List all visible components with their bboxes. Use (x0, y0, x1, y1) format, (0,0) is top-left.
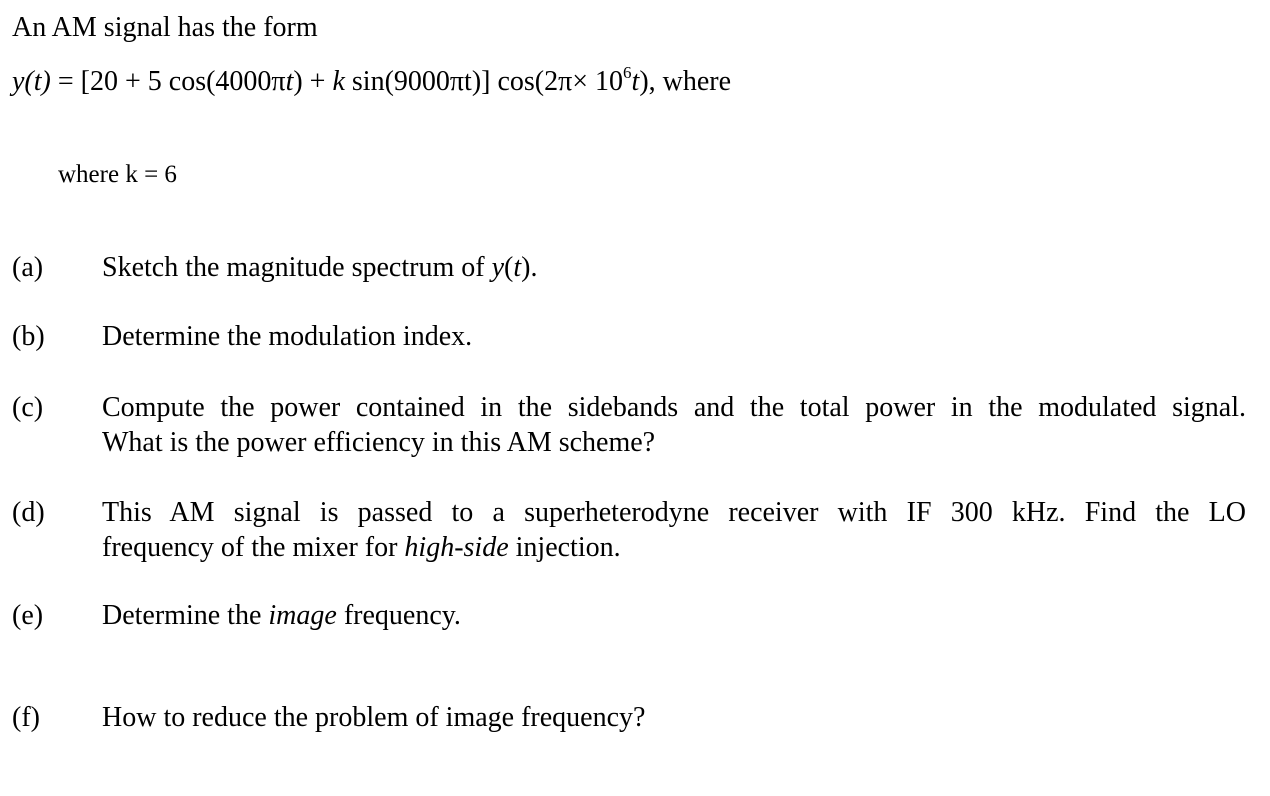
equation-t1: t (285, 66, 294, 97)
equation-lhs: y(t) (12, 66, 51, 97)
intro-text: An AM signal has the form (12, 12, 318, 43)
question-text-line-2: What is the power efficiency in this AM scheme? (102, 427, 656, 458)
question-text: How to reduce the problem of image frequency? (102, 702, 646, 733)
question-text-italic: y (491, 252, 505, 283)
question-text-line-1: Compute the power contained in the sidebands and the total power in the modulated signal. (102, 392, 1246, 423)
question-label: (d) (12, 497, 45, 528)
question-label: (b) (12, 321, 45, 352)
question-text-post: ). (521, 252, 538, 283)
question-label: (c) (12, 392, 44, 423)
equation-part-1: = [20 + 5 cos(4000π (50, 66, 286, 97)
k-value-line: where k = 6 (58, 161, 177, 188)
equation-part-3: sin(9000πt)] cos(2π× 10 (344, 66, 624, 97)
question-text: Determine the modulation index. (102, 321, 473, 352)
question-text (102, 390, 1246, 460)
equation-tail: ), where (639, 66, 732, 97)
equation-t2: t (631, 66, 640, 97)
question-label: (f) (12, 702, 40, 733)
question-text-pre: Sketch the magnitude spectrum of (102, 252, 492, 283)
question-text-italic: image (268, 600, 337, 631)
question-label: (a) (12, 252, 44, 283)
question-text-paren: ( (504, 252, 514, 283)
question-text-line-2-pre: frequency of the mixer for (102, 532, 405, 563)
am-signal-equation (12, 64, 731, 100)
question-text-pre: Determine the (102, 600, 269, 631)
question-text-line-1: This AM signal is passed to a superheterodyne receiver with IF 300 kHz. Find the LO (102, 497, 1246, 528)
question-text (102, 495, 1246, 565)
equation-exponent: 6 (623, 63, 632, 82)
question-text-line-2-italic: high-side (404, 532, 509, 563)
question-label: (e) (12, 600, 44, 631)
equation-k: k (332, 66, 345, 97)
question-text-post: frequency. (336, 600, 461, 631)
question-text (102, 598, 1246, 633)
question-text-italic-t: t (513, 252, 522, 283)
question-text (102, 250, 1246, 285)
equation-part-2: ) + (293, 66, 333, 97)
question-text-line-2-post: injection. (508, 532, 621, 563)
